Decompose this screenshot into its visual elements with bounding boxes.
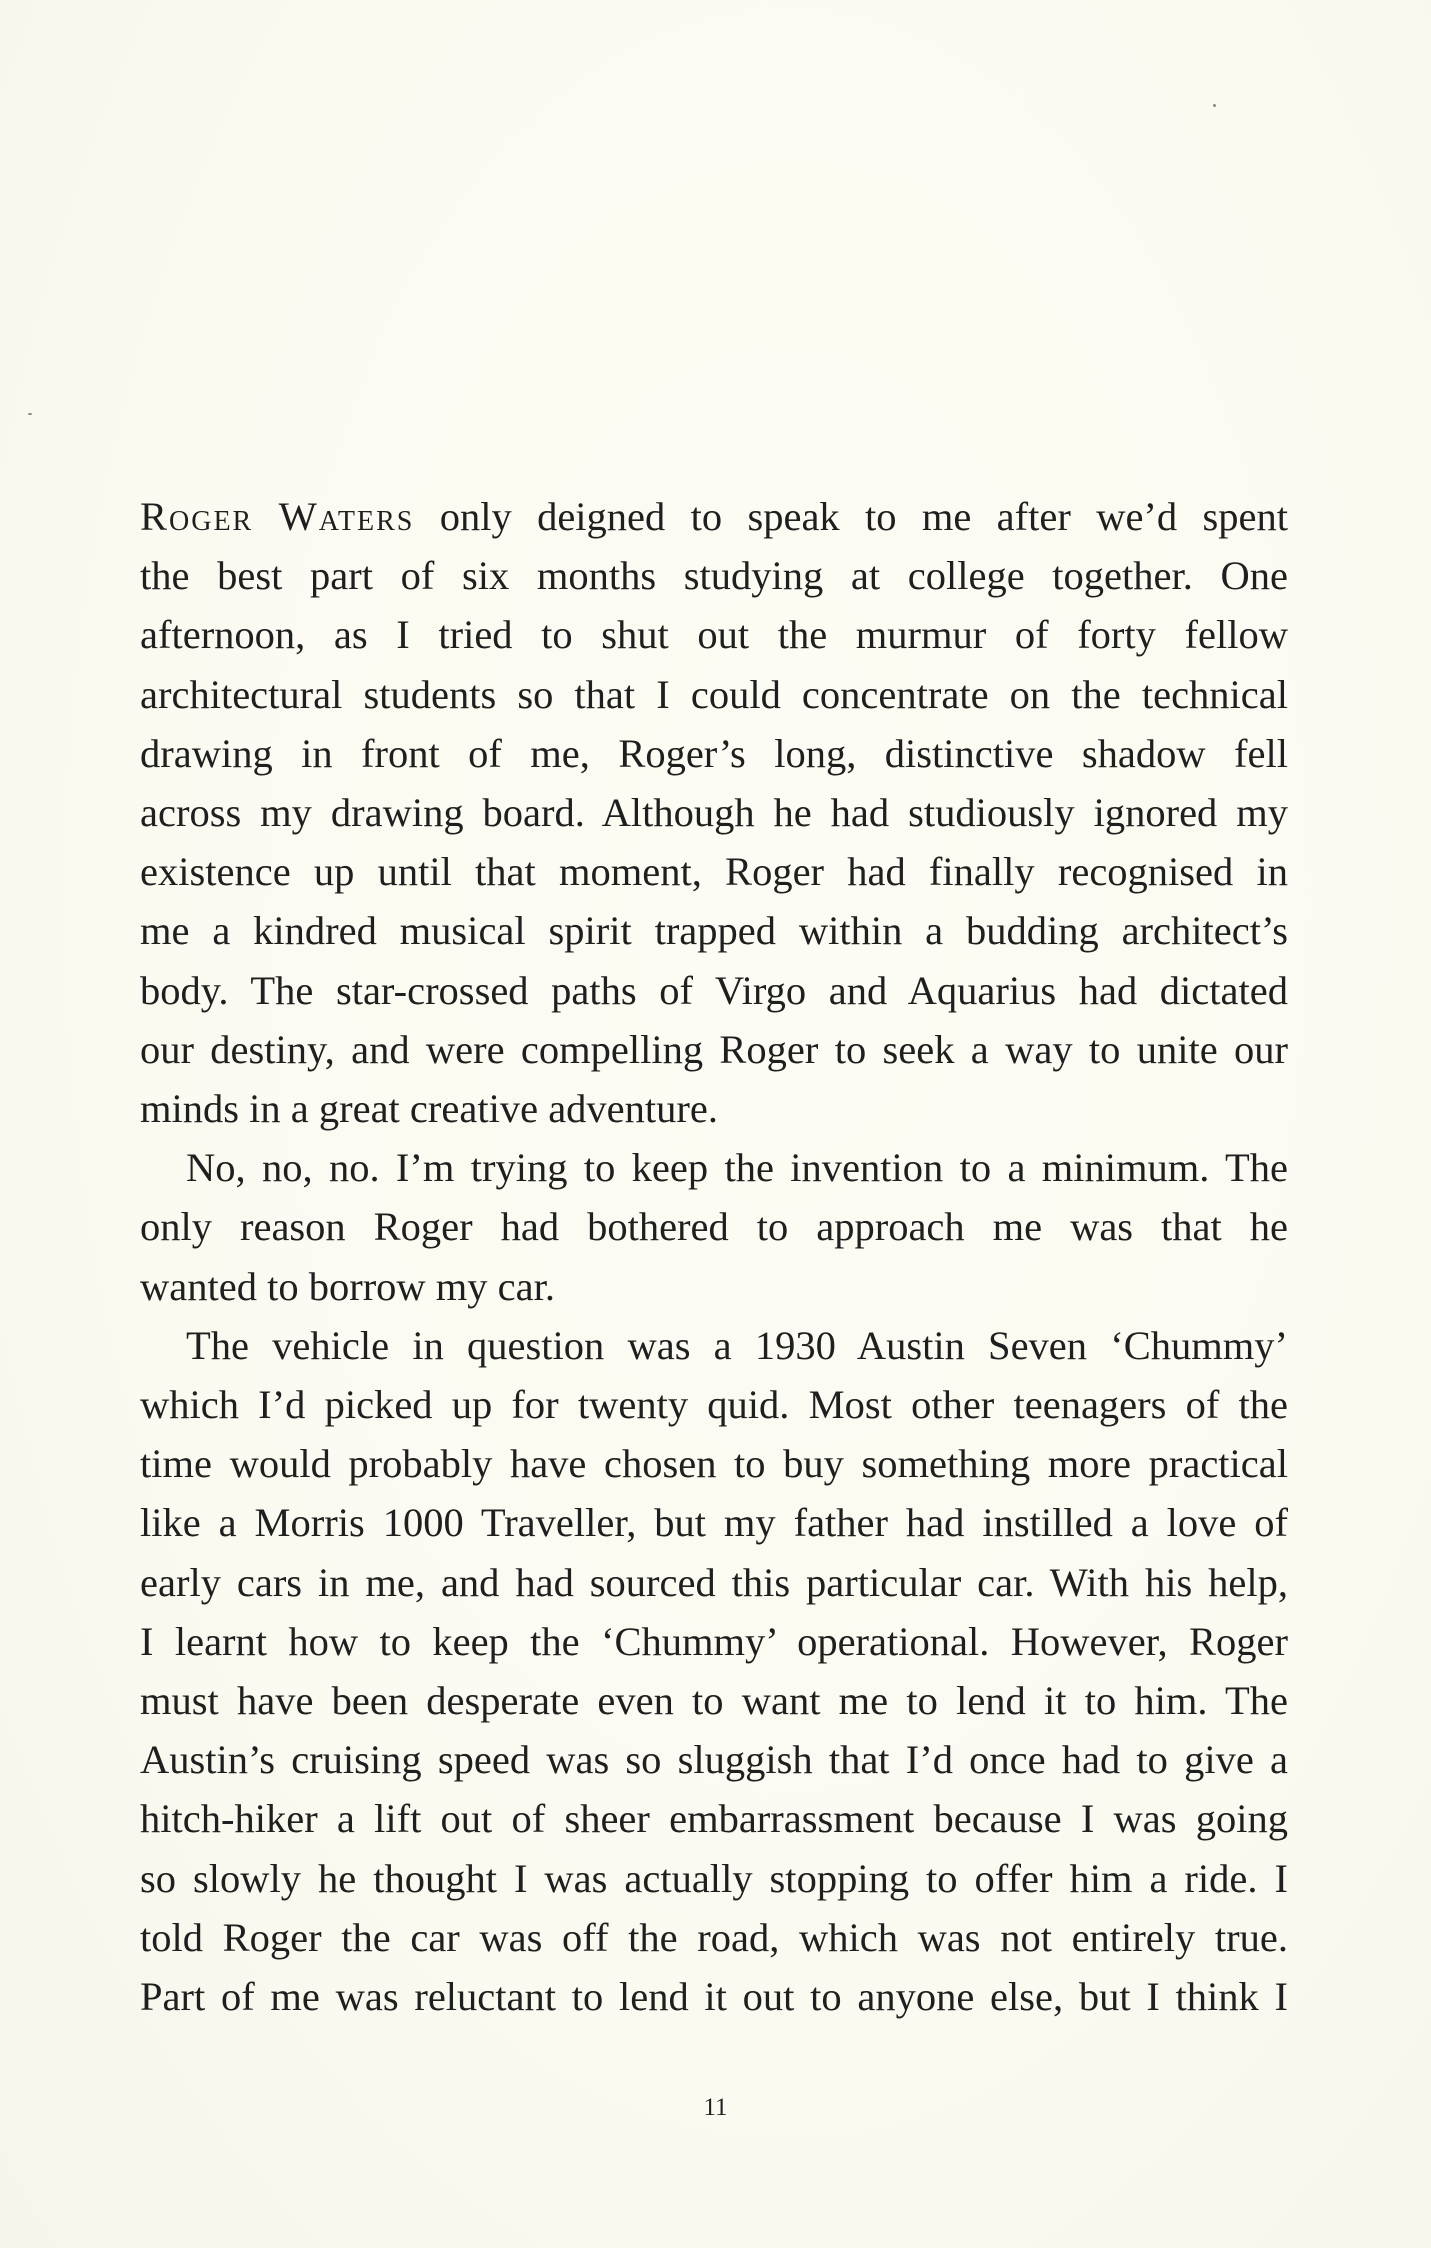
text-line: hitch-hiker a lift out of sheer embarrassment because I was going bbox=[140, 1796, 1288, 1842]
opening-name-first: Roger bbox=[140, 494, 254, 539]
text-line: must have been desperate even to want me to lend it to him. The bbox=[140, 1678, 1288, 1724]
text-line: afternoon, as I tried to shut out the murmur of forty fellow bbox=[140, 612, 1288, 658]
text-line: like a Morris 1000 Traveller, but my father had instilled a love of bbox=[140, 1500, 1288, 1546]
paragraph bbox=[140, 487, 1288, 1138]
text-line: drawing in front of me, Roger’s long, distinctive shadow fell bbox=[140, 730, 1288, 776]
text-line: wanted to borrow my car. bbox=[140, 1263, 556, 1309]
text-line: existence up until that moment, Roger had finally recognised in bbox=[140, 849, 1288, 895]
text-line: our destiny, and were compelling Roger to seek a way to unite our bbox=[140, 1026, 1288, 1072]
text-line: time would probably have chosen to buy something more practical bbox=[140, 1441, 1288, 1487]
text-line: I learnt how to keep the ‘Chummy’ operational. However, Roger bbox=[140, 1618, 1288, 1664]
body-text bbox=[140, 487, 1288, 2026]
opening-line-rest: only deigned to speak to me after we’d spent bbox=[414, 494, 1288, 539]
page-number: 11 bbox=[703, 2094, 728, 2121]
text-line: so slowly he thought I was actually stopping to offer him a ride. I bbox=[140, 1855, 1288, 1901]
text-line: only reason Roger had bothered to approach me was that he bbox=[140, 1204, 1288, 1250]
text-line: architectural students so that I could concentrate on the technical bbox=[140, 671, 1288, 717]
text-line bbox=[140, 487, 1288, 546]
text-line: Part of me was reluctant to lend it out to anyone else, but I think I bbox=[140, 1974, 1288, 2020]
paper-speck bbox=[1213, 104, 1216, 107]
text-line: the best part of six months studying at college together. One bbox=[140, 553, 1288, 599]
paragraph bbox=[140, 1316, 1288, 2026]
opening-name-last: Waters bbox=[278, 494, 415, 539]
text-line: told Roger the car was off the road, which was not entirely true. bbox=[140, 1914, 1288, 1960]
text-line: early cars in me, and had sourced this particular car. With his help, bbox=[140, 1559, 1288, 1605]
paragraph bbox=[140, 1138, 1288, 1316]
text-line: minds in a great creative adventure. bbox=[140, 1086, 718, 1132]
paper-speck bbox=[28, 413, 32, 415]
text-line: across my drawing board. Although he had studiously ignored my bbox=[140, 790, 1288, 836]
text-line: The vehicle in question was a 1930 Austin Seven ‘Chummy’ bbox=[186, 1322, 1288, 1368]
text-line: No, no, no. I’m trying to keep the invention to a minimum. The bbox=[186, 1145, 1288, 1191]
text-line: Austin’s cruising speed was so sluggish that I’d once had to give a bbox=[140, 1737, 1288, 1783]
text-line: me a kindred musical spirit trapped within a budding architect’s bbox=[140, 908, 1288, 954]
text-line: which I’d picked up for twenty quid. Most other teenagers of the bbox=[140, 1382, 1288, 1428]
text-line: body. The star-crossed paths of Virgo and Aquarius had dictated bbox=[140, 967, 1288, 1013]
